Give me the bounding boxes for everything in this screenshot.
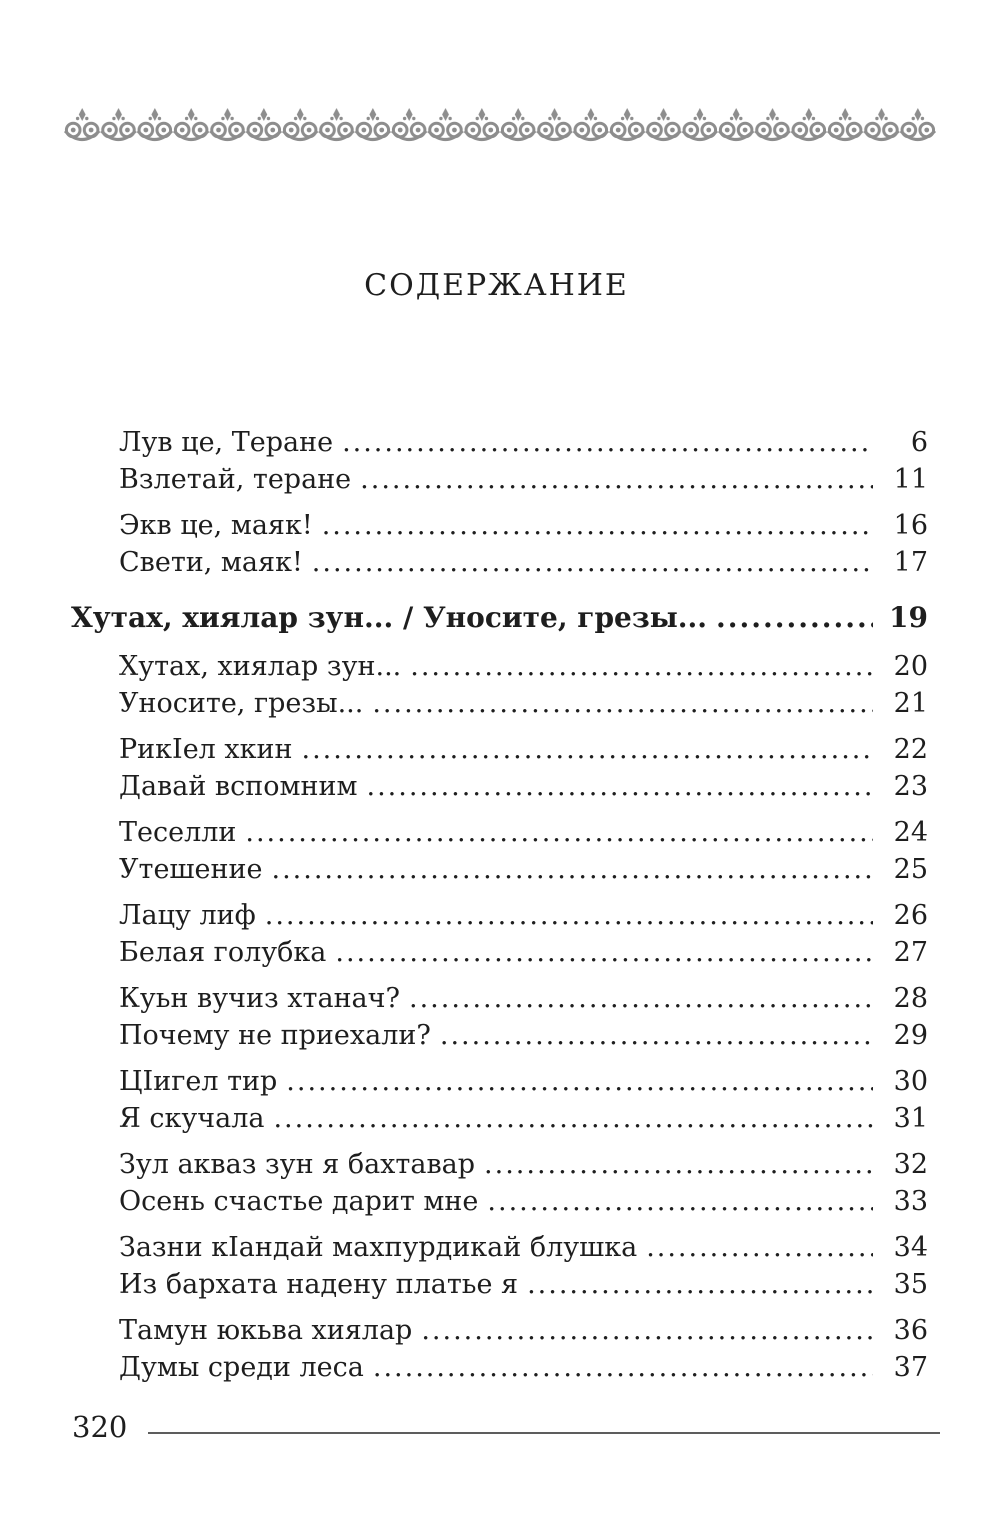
toc-entry-page-number: 23	[893, 771, 928, 802]
toc-entry-label: Теселли	[119, 817, 237, 848]
toc-entry-page-number: 34	[893, 1232, 928, 1263]
toc-entry	[65, 1312, 928, 1349]
toc-leader-dots	[527, 1266, 873, 1303]
toc-leader-dots	[342, 424, 873, 461]
toc-entry-label: Зазни кIандай махпурдикай блушка	[119, 1232, 638, 1263]
toc-entry-page-number: 22	[893, 734, 928, 765]
toc-entry-label: Экв це, маяк!	[119, 510, 313, 541]
toc-entry	[65, 685, 928, 722]
toc-entry	[65, 507, 928, 544]
toc-entry-label: Почему не приехали?	[119, 1020, 431, 1051]
toc-entry-page-number: 17	[893, 547, 928, 578]
toc-leader-dots	[372, 685, 873, 722]
toc-entry-page-number: 28	[893, 983, 928, 1014]
toc-entry-page-number: 27	[893, 937, 928, 968]
toc-entry-label: Свети, маяк!	[119, 547, 303, 578]
toc-leader-dots	[373, 1349, 873, 1386]
toc-entry-label: Хутах, хиялар зун...	[119, 651, 402, 682]
toc-entry-label: ЦIигел тир	[119, 1066, 278, 1097]
toc-leader-dots	[410, 648, 873, 685]
toc-entry-page-number: 25	[893, 854, 928, 885]
toc-leader-dots	[484, 1146, 873, 1183]
footer-page-number: 320	[72, 1410, 128, 1444]
toc-entry-label: Утешение	[119, 854, 263, 885]
toc-entry-label: Куьн вучиз хтанач?	[119, 983, 400, 1014]
toc-entry	[65, 814, 928, 851]
toc-entry-page-number: 33	[893, 1186, 928, 1217]
toc-leader-dots	[271, 851, 873, 888]
toc-list	[65, 415, 928, 1386]
toc-entry-page-number: 24	[893, 817, 928, 848]
toc-entry-page-number: 20	[893, 651, 928, 682]
toc-entry-label: Белая голубка	[119, 937, 327, 968]
toc-entry-label: Думы среди леса	[119, 1352, 364, 1383]
toc-entry	[65, 980, 928, 1017]
toc-leader-dots	[312, 544, 873, 581]
toc-entry-label: Зул акваз зун я бахтавар	[119, 1149, 476, 1180]
toc-entry-page-number: 6	[910, 427, 928, 458]
toc-entry-label: Лацу лиф	[119, 900, 256, 931]
page-title: СОДЕРЖАНИЕ	[364, 268, 629, 303]
toc-entry-label: Осень счастье дарит мне	[119, 1186, 479, 1217]
toc-entry-page-number: 37	[893, 1352, 928, 1383]
toc-entry-page-number: 21	[893, 688, 928, 719]
toc-leader-dots	[302, 731, 873, 768]
toc-entry	[65, 597, 928, 639]
toc-entry	[65, 1266, 928, 1303]
toc-entry-label: Я скучала	[119, 1103, 265, 1134]
toc-entry	[65, 731, 928, 768]
toc-entry	[65, 768, 928, 805]
toc-leader-dots	[409, 980, 873, 1017]
toc-entry-page-number: 11	[893, 464, 928, 495]
toc-entry-page-number: 32	[893, 1149, 928, 1180]
toc-leader-dots	[273, 1100, 873, 1137]
footer-rule	[148, 1432, 940, 1434]
toc-entry-page-number: 16	[893, 510, 928, 541]
toc-entry-page-number: 26	[893, 900, 928, 931]
toc-entry	[65, 1063, 928, 1100]
toc-entry	[65, 1349, 928, 1386]
toc-entry-page-number: 31	[893, 1103, 928, 1134]
toc-entry	[65, 1100, 928, 1137]
toc-entry-page-number: 30	[893, 1066, 928, 1097]
toc-entry	[65, 1146, 928, 1183]
toc-leader-dots	[322, 507, 873, 544]
toc-entry	[65, 897, 928, 934]
toc-entry	[65, 1183, 928, 1220]
toc-entry-label: Лув це, Теране	[119, 427, 334, 458]
toc-leader-dots	[360, 461, 873, 498]
toc-entry	[65, 1017, 928, 1054]
toc-entry-label: Давай вспомним	[119, 771, 358, 802]
toc-entry-label: Тамун юкьва хиялар	[119, 1315, 413, 1346]
toc-entry-page-number: 19	[889, 601, 928, 634]
toc-entry-label: Взлетай, теране	[119, 464, 352, 495]
toc-entry-page-number: 36	[893, 1315, 928, 1346]
toc-entry	[65, 424, 928, 461]
toc-leader-dots	[421, 1312, 873, 1349]
toc-entry-page-number: 29	[893, 1020, 928, 1051]
scroll-ornament-border	[64, 106, 936, 150]
toc-leader-dots	[440, 1017, 873, 1054]
toc-leader-dots	[646, 1229, 873, 1266]
toc-entry	[65, 1229, 928, 1266]
toc-entry-label: Хутах, хиялар зун... / Уносите, грезы...	[71, 601, 708, 634]
toc-entry	[65, 851, 928, 888]
toc-entry	[65, 934, 928, 971]
toc-leader-dots	[716, 597, 873, 639]
toc-entry	[65, 544, 928, 581]
toc-entry	[65, 461, 928, 498]
toc-leader-dots	[367, 768, 874, 805]
toc-leader-dots	[286, 1063, 873, 1100]
toc-leader-dots	[335, 934, 873, 971]
toc-entry-label: Уносите, грезы...	[119, 688, 364, 719]
toc-leader-dots	[245, 814, 873, 851]
toc-entry-label: Из бархата надену платье я	[119, 1269, 519, 1300]
toc-leader-dots	[487, 1183, 873, 1220]
toc-entry-label: РикIел хкин	[119, 734, 293, 765]
toc-entry	[65, 648, 928, 685]
toc-leader-dots	[265, 897, 873, 934]
toc-entry-page-number: 35	[893, 1269, 928, 1300]
